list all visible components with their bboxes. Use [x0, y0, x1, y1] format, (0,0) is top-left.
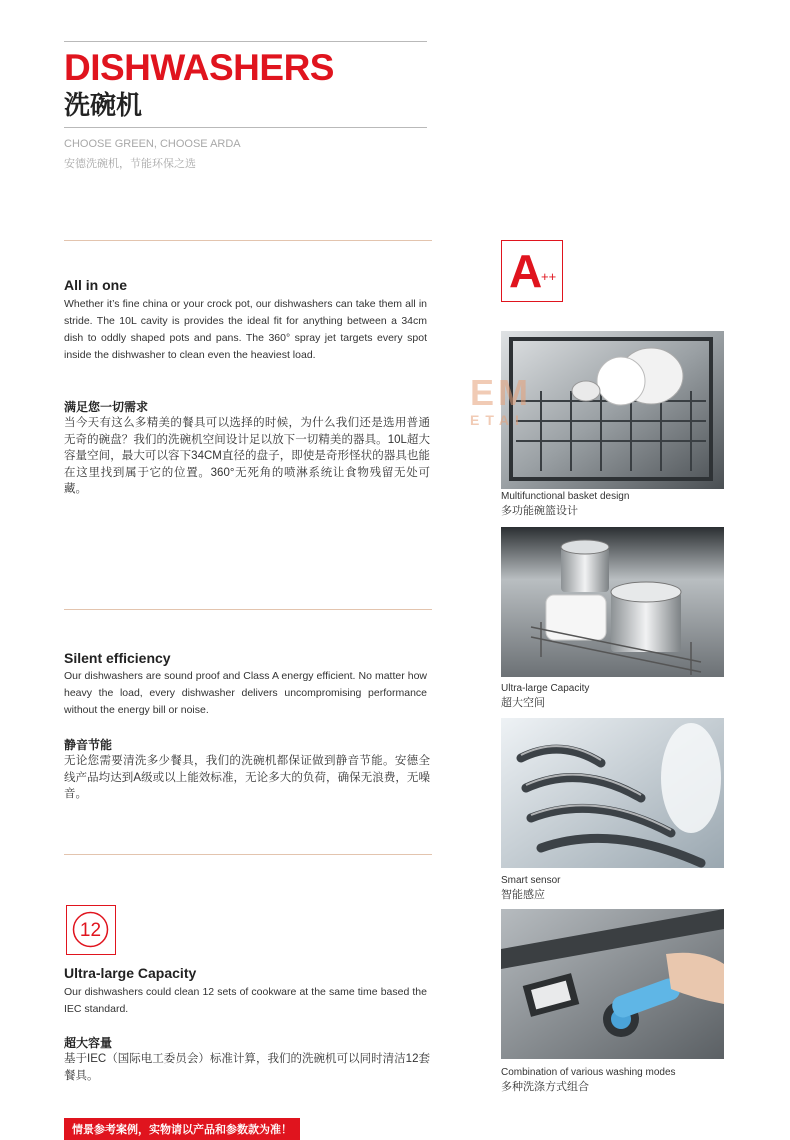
section-body-en: Whether it’s fine china or your crock pot, our dishwashers can take them all in stride. The 10L cavity is provides the ideal fit for anything between a 34cm dish to oddly shaped pots and pans. The 360° spray jet targets every spot inside the dishwasher to clean even the heaviest load. — [64, 298, 427, 361]
caption-en: Combination of various washing modes — [501, 1067, 676, 1078]
photo-basket — [501, 331, 724, 489]
caption-cn: 超大空间 — [501, 697, 545, 709]
header-bottom-rule — [64, 127, 427, 128]
photo-caption — [501, 874, 560, 902]
section-divider — [64, 854, 432, 855]
section-divider — [64, 240, 432, 241]
section-body-cn: 无论您需要清洗多少餐具，我们的洗碗机都保证做到静音节能。安德全线产品均达到A级或以上能效标准，无论多大的负荷，确保无浪费，无噪音。 — [64, 755, 430, 800]
energy-plus: ++ — [541, 269, 557, 284]
energy-a-plus-plus-badge — [501, 240, 563, 302]
capacity-12-badge — [66, 905, 116, 955]
watermark-logo: EM — [470, 372, 532, 413]
photo-capacity — [501, 527, 724, 677]
energy-letter: A — [509, 245, 543, 297]
section-body-cn: 基于IEC（国际电工委员会）标准计算，我们的洗碗机可以同时清洁12套餐具。 — [64, 1053, 430, 1082]
photo-caption — [501, 490, 629, 518]
tagline-en: CHOOSE GREEN, CHOOSE ARDA — [64, 138, 241, 150]
section-title-silent-efficiency: Silent efficiency — [64, 650, 171, 666]
photo-caption — [501, 682, 589, 710]
page-title-cn: 洗碗机 — [64, 90, 143, 120]
section-body-cn: 当今天有这么多精美的餐具可以选择的时候，为什么我们还是选用普通无奇的碗盘？我们的洗碗机空间设计足以放下一切精美的器具。10L超大容量空间，最大可以容下34CM直径的盘子，即使是奇形怪状的器具也能在这里找到属于它的位置。360°无死角的喷淋系统让食物残留无处可藏。 — [64, 417, 430, 495]
caption-cn: 多种洗涤方式组合 — [501, 1081, 589, 1093]
footer-disclaimer: 情景参考案例，实物请以产品和参数款为准！ — [64, 1118, 300, 1140]
photo-washing-modes — [501, 909, 724, 1059]
tagline-cn: 安德洗碗机，节能环保之选 — [64, 158, 196, 170]
section-title-cn: 超大容量 — [64, 1036, 113, 1050]
caption-en: Ultra-large Capacity — [501, 683, 590, 694]
section-title-ultra-large-capacity: Ultra-large Capacity — [64, 965, 197, 981]
dishwasher-door-image — [501, 909, 724, 1059]
section-title-cn: 静音节能 — [64, 738, 113, 752]
section-divider — [64, 609, 432, 610]
section-body-en: Our dishwashers are sound proof and Class A energy efficient. No matter how heavy the load, every dishwasher delivers uncompromising performance without the energy bill or noise. — [64, 670, 427, 716]
dishwasher-rack-image — [501, 718, 724, 868]
photo-smart-sensor — [501, 718, 724, 868]
caption-cn: 多功能碗篮设计 — [501, 505, 578, 517]
section-title-all-in-one: All in one — [64, 277, 127, 293]
caption-en: Multifunctional basket design — [501, 491, 630, 502]
watermark-text: ETAI — [470, 412, 525, 428]
caption-en: Smart sensor — [501, 875, 561, 886]
page-title-en: DISHWASHERS — [64, 47, 334, 88]
header-top-rule — [64, 41, 427, 42]
capacity-number: 12 — [79, 920, 102, 941]
dishwasher-pots-image — [501, 527, 724, 677]
photo-caption — [501, 1066, 676, 1094]
section-body-en: Our dishwashers could clean 12 sets of cookware at the same time based the IEC standard. — [64, 986, 427, 1015]
dishwasher-basket-image — [501, 331, 724, 489]
section-title-cn: 满足您一切需求 — [64, 400, 149, 414]
caption-cn: 智能感应 — [501, 889, 545, 901]
